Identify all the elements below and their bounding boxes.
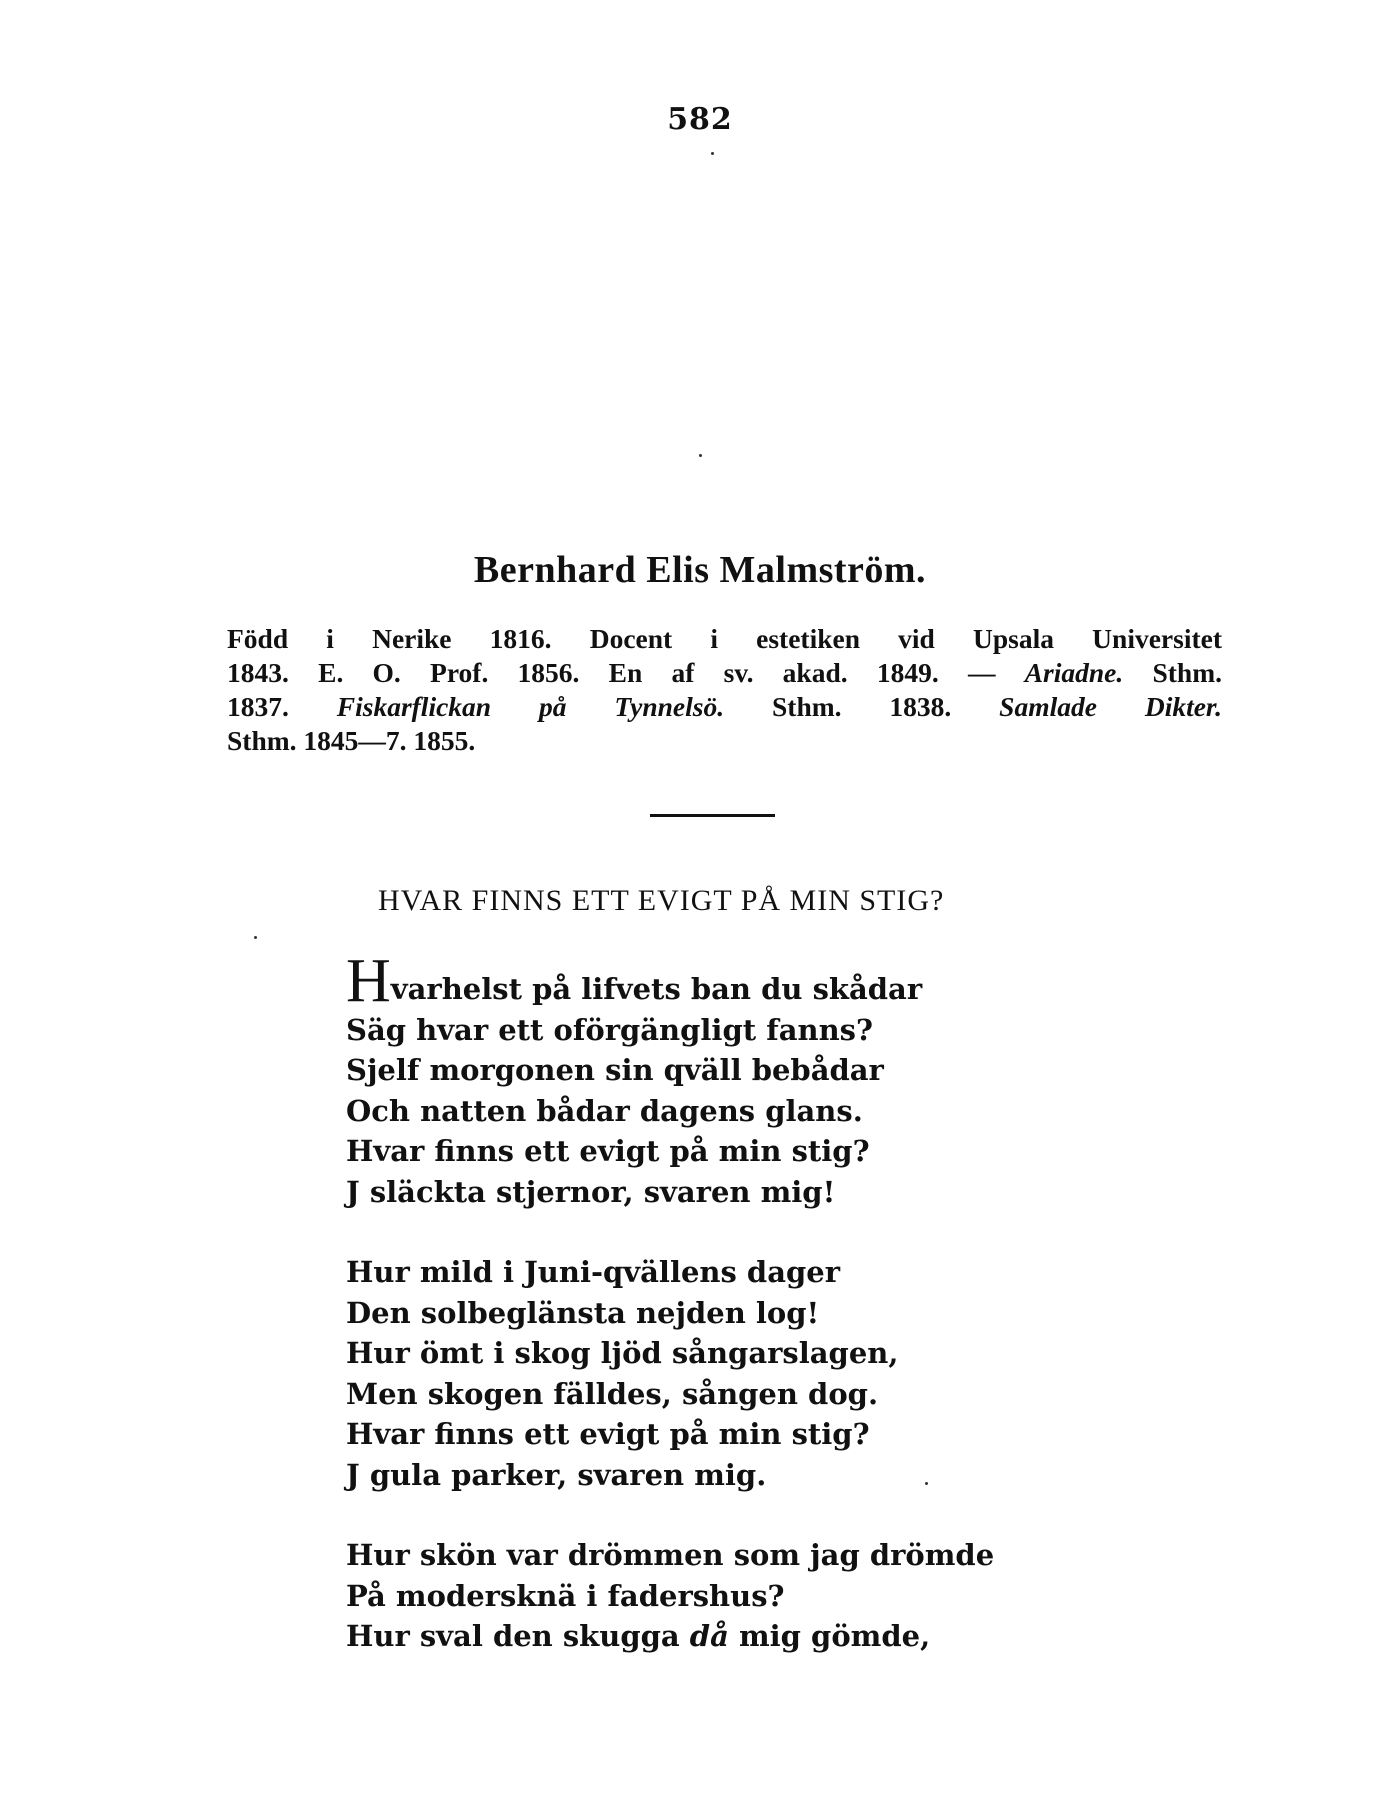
poem-verse [346, 1576, 994, 1617]
poem-verse [346, 1333, 994, 1374]
verse-text: mig gömde, [728, 1619, 931, 1653]
print-speck [254, 936, 257, 939]
verse-text: varhelst på lifvets ban du skådar [390, 972, 923, 1006]
bio-line [227, 656, 1222, 690]
poem-verse [346, 1172, 994, 1213]
bio-work-title: Ariadne. [1024, 657, 1124, 688]
bio-text: Född i Nerike 1816. Docent i estetiken vid Upsala Universitet [227, 623, 1222, 654]
poem-body [346, 947, 995, 1697]
poem-verse [346, 1050, 994, 1091]
poem-title: HVAR FINNS ETT EVIGT PÅ MIN STIG? [378, 884, 945, 917]
print-speck [925, 1482, 928, 1485]
section-divider [650, 814, 775, 817]
bio-line [227, 622, 1222, 656]
poem-verse [346, 1293, 994, 1334]
emphasis-text: då [689, 1619, 729, 1653]
bio-line [227, 724, 1222, 758]
verse-text: Hvar finns ett evigt på min stig? [346, 1134, 870, 1168]
bio-text: Sthm. [1123, 657, 1223, 688]
bio-text: Sthm. 1838. [724, 691, 1000, 722]
verse-text: Hur ömt i skog ljöd sångarslagen, [346, 1336, 899, 1370]
poem-verse [346, 1131, 994, 1172]
verse-text: J gula parker, svaren mig. [346, 1457, 767, 1492]
poem-stanza [346, 1535, 994, 1657]
verse-text: På modersknä i fadershus? [346, 1578, 785, 1613]
verse-text: Sjelf morgonen sin qväll bebådar [346, 1053, 884, 1087]
bio-line [227, 690, 1222, 724]
poem-verse [346, 1616, 994, 1657]
verse-text: Säg hvar ett oförgängligt fanns? [346, 1012, 873, 1047]
bio-work-title: Samlade Dikter. [999, 691, 1222, 722]
verse-text: Och natten bådar dagens glans. [346, 1093, 863, 1128]
verse-text: Men skogen fälldes, sången dog. [346, 1376, 879, 1411]
poem-stanza [346, 947, 994, 1212]
verse-text: Hur sval den skugga [346, 1619, 690, 1653]
poem-verse [346, 1252, 994, 1293]
poem-verse [346, 1374, 994, 1415]
bio-text: Sthm. 1845—7. 1855. [227, 725, 476, 756]
poem-verse [346, 1535, 994, 1576]
verse-text: J släckta stjernor, svaren mig! [346, 1174, 836, 1209]
print-speck [699, 454, 702, 457]
print-speck [711, 152, 714, 155]
author-biography [227, 622, 1222, 758]
verse-text: Hvar finns ett evigt på min stig? [346, 1417, 870, 1451]
verse-text: Hur skön var drömmen som jag drömde [346, 1538, 995, 1572]
author-heading: Bernhard Elis Malmström. [473, 549, 927, 591]
poem-stanza [346, 1252, 994, 1495]
verse-text: Hur mild i Juni-qvällens dager [346, 1255, 840, 1289]
poem-verse [346, 1455, 994, 1496]
poem-verse [346, 947, 994, 1015]
poem-verse [346, 1414, 994, 1455]
page-number: 582 [667, 102, 733, 137]
bio-text: 1837. [227, 691, 337, 722]
initial-capital: H [346, 947, 391, 1015]
bio-text: 1843. E. O. Prof. 1856. En af sv. akad. 1849. — [227, 657, 1025, 688]
poem-verse [346, 1010, 994, 1051]
poem-verse [346, 1091, 994, 1132]
verse-text: Den solbeglänsta nejden log! [346, 1295, 820, 1330]
bio-work-title: Fiskarflickan på Tynnelsö. [336, 691, 725, 722]
